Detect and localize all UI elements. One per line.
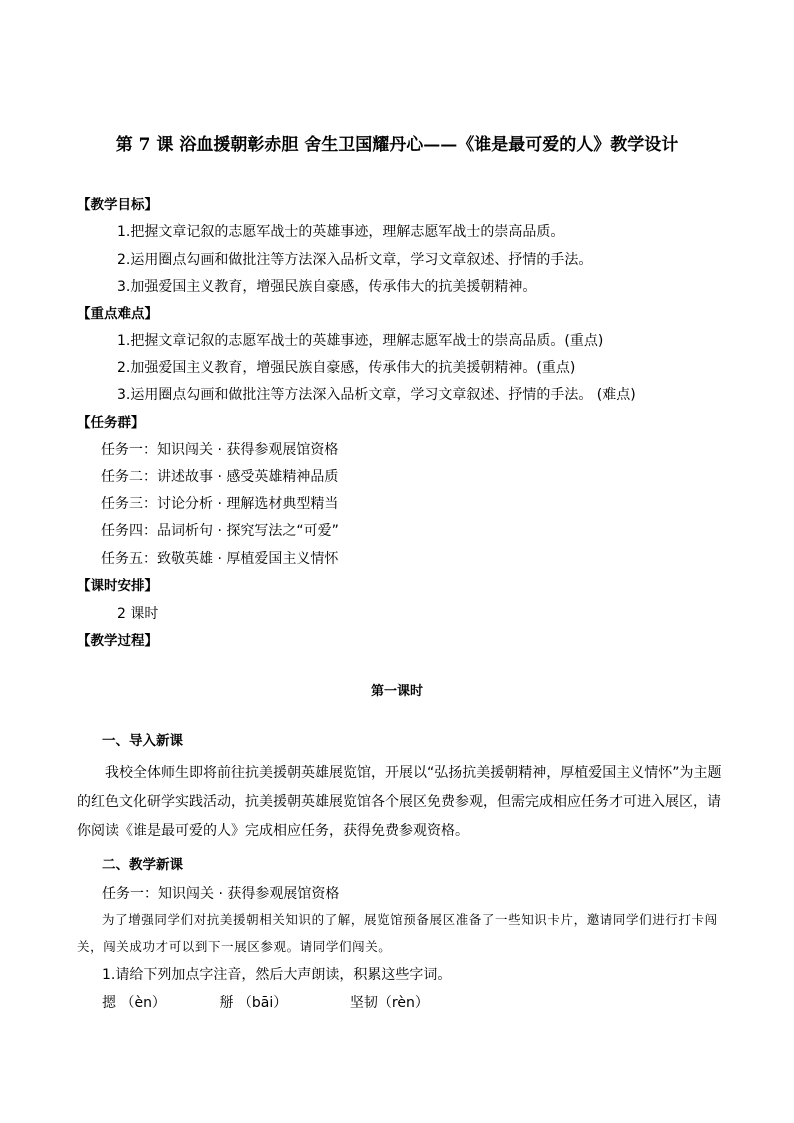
task-item-3: 任务三：讨论分析 · 理解选材典型精当 (101, 496, 339, 512)
objective-item-3: 3.加强爱国主义教育，增强民族自豪感，传承伟大的抗美援朝精神。 (117, 279, 537, 295)
objectives-heading: 【教学目标】 (77, 197, 158, 213)
objective-item-1: 1.把握文章记叙的志愿军战士的英雄事迹，理解志愿军战士的崇高品质。 (117, 224, 565, 240)
pinyin-row (102, 994, 429, 1012)
exercise-one: 1.请给下列加点字注音，然后大声朗读，积累这些字词。 (102, 967, 452, 983)
task-item-5: 任务五：致敬英雄 · 厚植爱国主义情怀 (101, 551, 339, 567)
intro-paragraph: 我校全体师生即将前往抗美援朝英雄展览馆，开展以“弘扬抗美援朝精神，厚植爱国主义情怀”为主题的红色文化研学实践活动，抗美援朝英雄展览馆各个展区免费参观，但需完成相应任务才可进入展区，请你阅读《谁是最可爱的人》完成相应任务，获得免费参观资格。 (77, 765, 722, 839)
part-two-heading: 二、教学新课 (102, 857, 183, 873)
pinyin-item-2: 掰 （bāi） (219, 995, 288, 1011)
task-one-title: 任务一：知识闯关 · 获得参观展馆资格 (102, 886, 340, 902)
pinyin-item-3: 坚韧（rèn） (349, 995, 429, 1011)
pinyin-item-1: 摁 （èn） (102, 995, 166, 1011)
page-title: 第 7 课 浴血援朝彰赤胆 舍生卫国耀丹心——《谁是最可爱的人》教学设计 (115, 135, 679, 155)
tasks-heading: 【任务群】 (77, 415, 145, 431)
lesson-one-title: 第一课时 (370, 684, 423, 699)
objective-item-2: 2.运用圈点勾画和做批注等方法深入品析文章，学习文章叙述、抒情的手法。 (117, 252, 593, 268)
task-item-2: 任务二：讲述故事 · 感受英雄精神品质 (101, 469, 339, 485)
key-point-item-3: 3.运用圈点勾画和做批注等方法深入品析文章，学习文章叙述、抒情的手法。 (难点) (117, 387, 636, 403)
task-one-description: 为了增强同学们对抗美援朝相关知识的了解，展览馆预备展区准备了一些知识卡片，邀请同学们进行打卡闯关，闯关成功才可以到下一展区参观。请同学们闯关。 (77, 912, 718, 954)
task-item-4: 任务四：品词析句 · 探究写法之“可爱” (101, 523, 339, 539)
process-heading: 【教学过程】 (77, 633, 158, 649)
key-point-item-2: 2.加强爱国主义教育，增强民族自豪感，传承伟大的抗美援朝精神。(重点) (117, 360, 576, 376)
schedule-heading: 【课时安排】 (77, 578, 158, 594)
task-item-1: 任务一：知识闯关 · 获得参观展馆资格 (101, 442, 339, 458)
schedule-value: 2 课时 (117, 606, 159, 622)
part-one-heading: 一、导入新课 (102, 733, 183, 749)
key-point-item-1: 1.把握文章记叙的志愿军战士的英雄事迹，理解志愿军战士的崇高品质。(重点) (117, 333, 604, 349)
key-points-heading: 【重点难点】 (77, 306, 158, 322)
